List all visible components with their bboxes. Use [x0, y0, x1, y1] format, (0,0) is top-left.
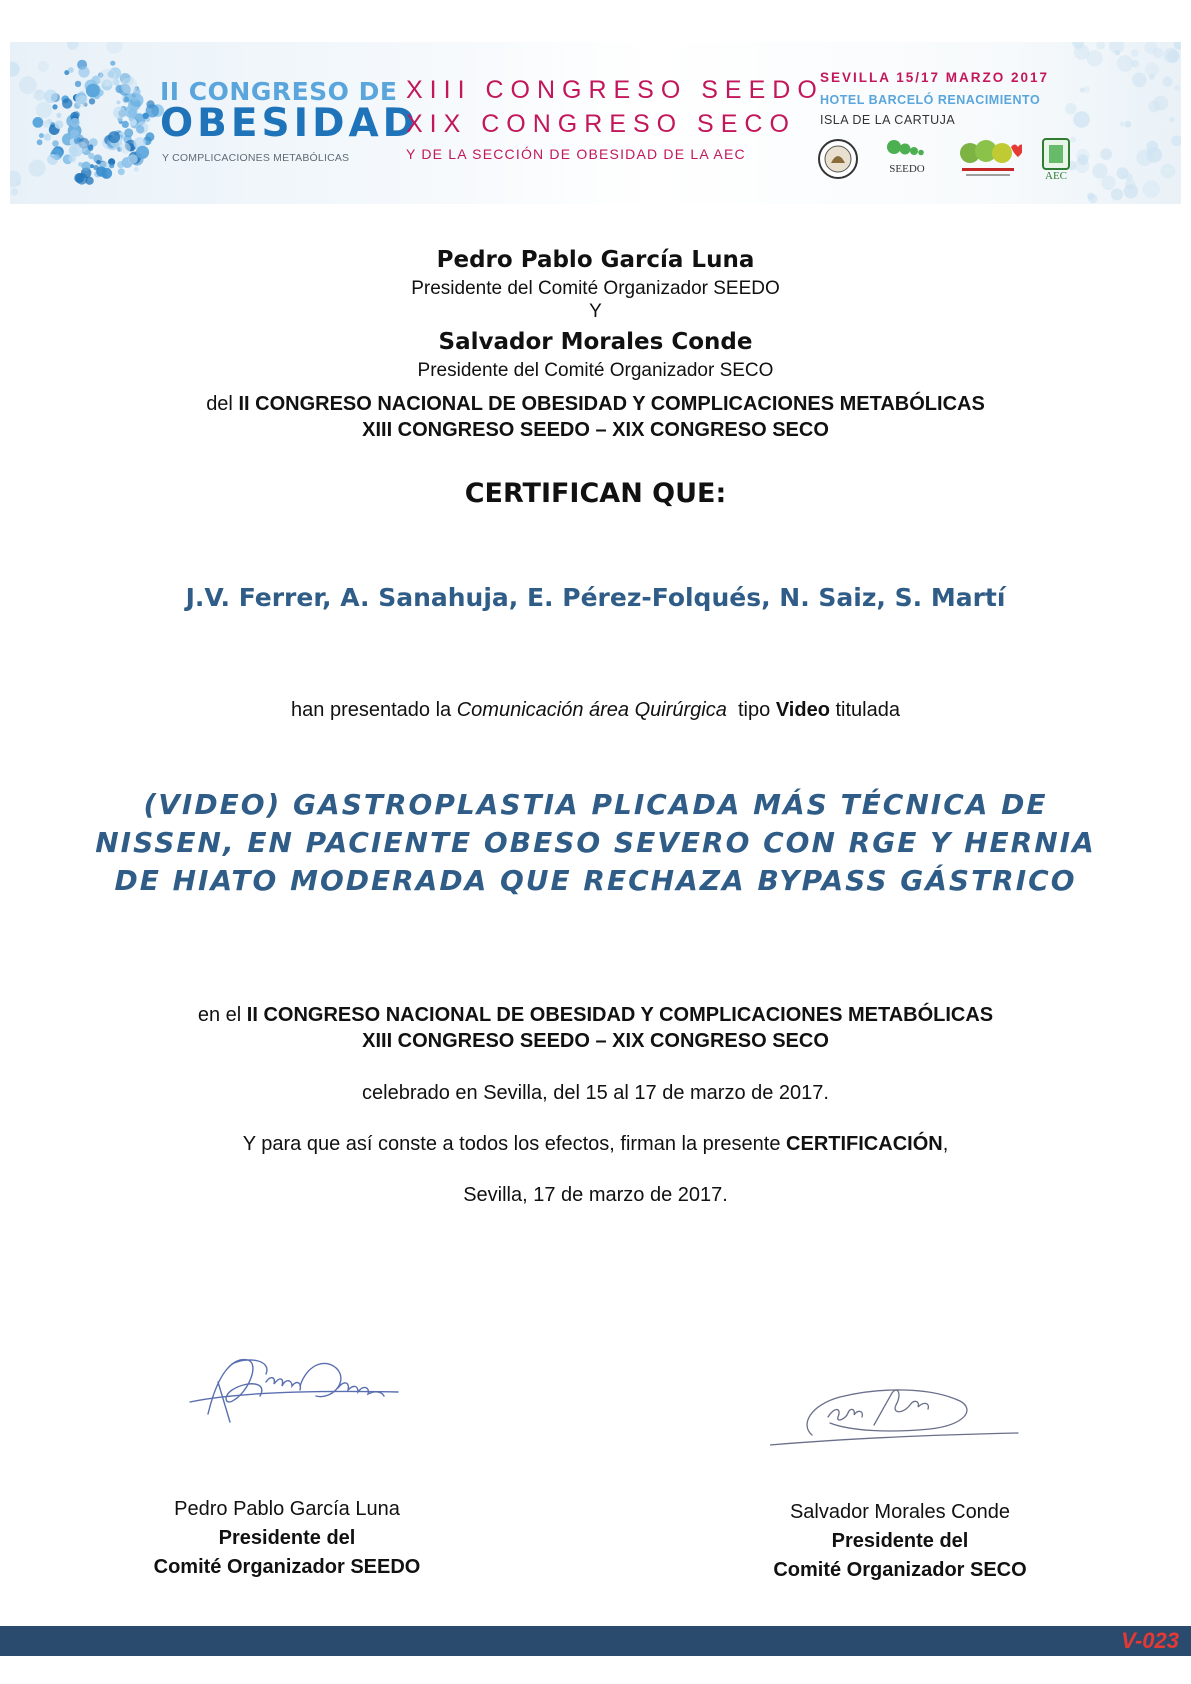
- signature-left-name: Pedro Pablo García Luna: [174, 1498, 400, 1520]
- presentation-mid: tipo: [738, 699, 771, 721]
- celebrated-line: celebrado en Sevilla, del 15 al 17 de marzo de 2017.: [362, 1082, 829, 1104]
- congress-heading-top: [0, 393, 1191, 416]
- congress-seco-label: XIX CONGRESO SECO: [406, 110, 796, 138]
- logo-line1: II CONGRESO DE: [160, 77, 398, 106]
- work-title-line-2: NISSEN, EN PACIENTE OBESO SEVERO CON RGE Y HERNIA: [95, 826, 1096, 859]
- work-title-line-1: (VIDEO) GASTROPLASTIA PLICADA MÁS TÉCNICA DE: [143, 788, 1048, 821]
- aec-logo-icon: [1036, 137, 1076, 181]
- seco-seal-icon: [816, 137, 860, 181]
- conste-comma: ,: [942, 1133, 949, 1155]
- signer-second-name: Salvador Morales Conde: [438, 329, 753, 355]
- signature-left-icon: [188, 1352, 408, 1432]
- congress-seedo-label: XIII CONGRESO SEEDO: [406, 76, 824, 104]
- seedo-logo-caption: SEEDO: [889, 163, 925, 175]
- signer-first-role: Presidente del Comité Organizador SEEDO: [411, 278, 780, 299]
- signer-conjunction: Y: [589, 301, 602, 322]
- signature-block-left: [128, 1495, 446, 1582]
- certification-word: CERTIFICACIÓN: [786, 1133, 943, 1155]
- signer-first-name: Pedro Pablo García Luna: [436, 247, 755, 273]
- logo-subtitle: Y COMPLICACIONES METABÓLICAS: [162, 152, 350, 164]
- signature-right-icon: [770, 1375, 1020, 1455]
- congress-prefix: del: [206, 393, 233, 415]
- signature-right-name: Salvador Morales Conde: [789, 1501, 1011, 1523]
- work-title-line-3: DE HIATO MODERADA QUE RECHAZA BYPASS GÁSTRICO: [114, 864, 1077, 897]
- congress-prefix: en el: [197, 1004, 242, 1026]
- document-code: V-023: [1121, 1628, 1179, 1653]
- seedo-logo-icon: [885, 137, 929, 181]
- logo-line2: OBESIDAD: [160, 101, 420, 146]
- congress-name: II CONGRESO NACIONAL DE OBESIDAD Y COMPLICACIONES METABÓLICAS: [246, 1004, 994, 1026]
- svg-text:AEC: AEC: [1045, 170, 1067, 181]
- congress-editions: XIII CONGRESO SEEDO – XIX CONGRESO SECO: [362, 419, 829, 441]
- conste-text: Y para que así conste a todos los efectos, firman la presente: [242, 1133, 781, 1155]
- signature-left-title2: Comité Organizador SEEDO: [153, 1556, 421, 1578]
- congress-editions: XIII CONGRESO SEEDO – XIX CONGRESO SECO: [362, 1030, 829, 1052]
- authors-list: J.V. Ferrer, A. Sanahuja, E. Pérez-Folqués, N. Saiz, S. Martí: [185, 583, 1006, 612]
- presentation-post: titulada: [835, 699, 900, 721]
- presentation-line: [0, 699, 1191, 722]
- place-date: Sevilla, 17 de marzo de 2017.: [463, 1184, 728, 1206]
- event-date: SEVILLA 15/17 MARZO 2017: [820, 70, 1050, 85]
- signature-right-title1: Presidente del: [831, 1530, 969, 1552]
- event-hotel: HOTEL BARCELÓ RENACIMIENTO: [820, 93, 1041, 107]
- signature-left-title1: Presidente del: [218, 1527, 356, 1549]
- congress-name: II CONGRESO NACIONAL DE OBESIDAD Y COMPLICACIONES METABÓLICAS: [238, 393, 985, 415]
- signature-block-right: [740, 1498, 1060, 1585]
- presentation-type: Video: [775, 699, 830, 721]
- event-location: ISLA DE LA CARTUJA: [820, 113, 956, 127]
- congress-subheading-top: [0, 419, 1191, 442]
- presentation-pre: han presentado la: [291, 699, 452, 721]
- congress-subheading-bottom: [0, 1030, 1191, 1053]
- presentation-area: Comunicación área Quirúrgica: [456, 699, 727, 721]
- congress-heading-bottom: [0, 1004, 1191, 1027]
- certify-heading: CERTIFICAN QUE:: [464, 478, 727, 509]
- conste-line: [0, 1133, 1191, 1156]
- revolucion-logo-icon: [956, 137, 1022, 181]
- signer-second-role: Presidente del Comité Organizador SECO: [417, 360, 774, 381]
- footer-bar: [0, 1626, 1191, 1656]
- header-banner: [10, 42, 1181, 204]
- aec-section-label: Y DE LA SECCIÓN DE OBESIDAD DE LA AEC: [406, 146, 746, 162]
- signature-right-title2: Comité Organizador SECO: [773, 1559, 1027, 1581]
